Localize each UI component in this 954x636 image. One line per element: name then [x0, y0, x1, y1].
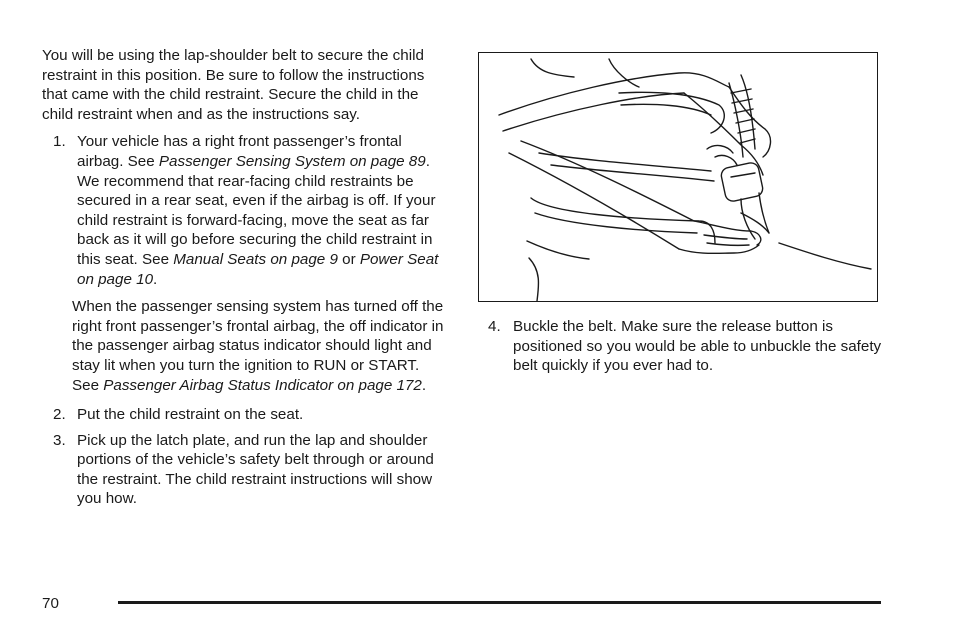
step-text: .: [153, 270, 158, 288]
step-text: Pick up the latch plate, and run the lap and shoulder portions of the vehicle’s safety belt through or around the restraint. The child restraint instructions will show you how.: [77, 431, 434, 508]
step-text: . We recommend that rear-facing child restraints be secured in a rear seat, even if the airbag is off. If your child restraint is forward-facing, move the seat as far back as it will go before securing the child restraint in this seat. See: [77, 152, 436, 268]
footer-rule: [118, 601, 881, 604]
cross-reference-link[interactable]: Passenger Airbag Status Indicator on page 172: [103, 376, 422, 394]
step-number: 3.: [53, 431, 66, 449]
intro-paragraph: You will be using the lap-shoulder belt to secure the child restraint in this position. Be sure to follow the instructions that came with the child restraint. Secure the child in the child restraint when and as the instructions say.: [42, 47, 425, 123]
cross-reference-link[interactable]: Power Seat on page 10: [77, 250, 439, 288]
step-3: [42, 431, 448, 509]
cross-reference-link[interactable]: Passenger Sensing System on page 89: [158, 152, 426, 170]
step-text: Buckle the belt. Make sure the release button is positioned so you would be able to unbuckle the safety belt quickly if you ever had to.: [513, 318, 882, 375]
step-2: [42, 405, 448, 425]
page-number: 70: [42, 595, 59, 612]
step-text: Your vehicle has a right front passenger’s frontal airbag. See: [77, 133, 402, 170]
note-text: .: [421, 376, 427, 394]
right-column: [478, 52, 882, 376]
step-number: 2.: [53, 406, 66, 424]
left-column: [42, 46, 448, 515]
step-number: 4.: [488, 318, 501, 335]
step-number: 1.: [53, 133, 66, 151]
step-text: Put the child restraint on the seat.: [77, 406, 304, 424]
step-4: [478, 317, 882, 376]
cross-reference-link[interactable]: Manual Seats on page 9: [173, 250, 338, 268]
airbag-note: [42, 297, 448, 395]
hands-buckling-seat-belt-illustration: [478, 52, 878, 302]
step-1: [42, 132, 448, 289]
step-text: or: [337, 250, 360, 268]
note-text: When the passenger sensing system has turned off the right front passenger’s frontal airbag, the off indicator in the passenger airbag status indicator should light and stay lit when you turn the ignition to RUN or START. See: [72, 298, 444, 394]
